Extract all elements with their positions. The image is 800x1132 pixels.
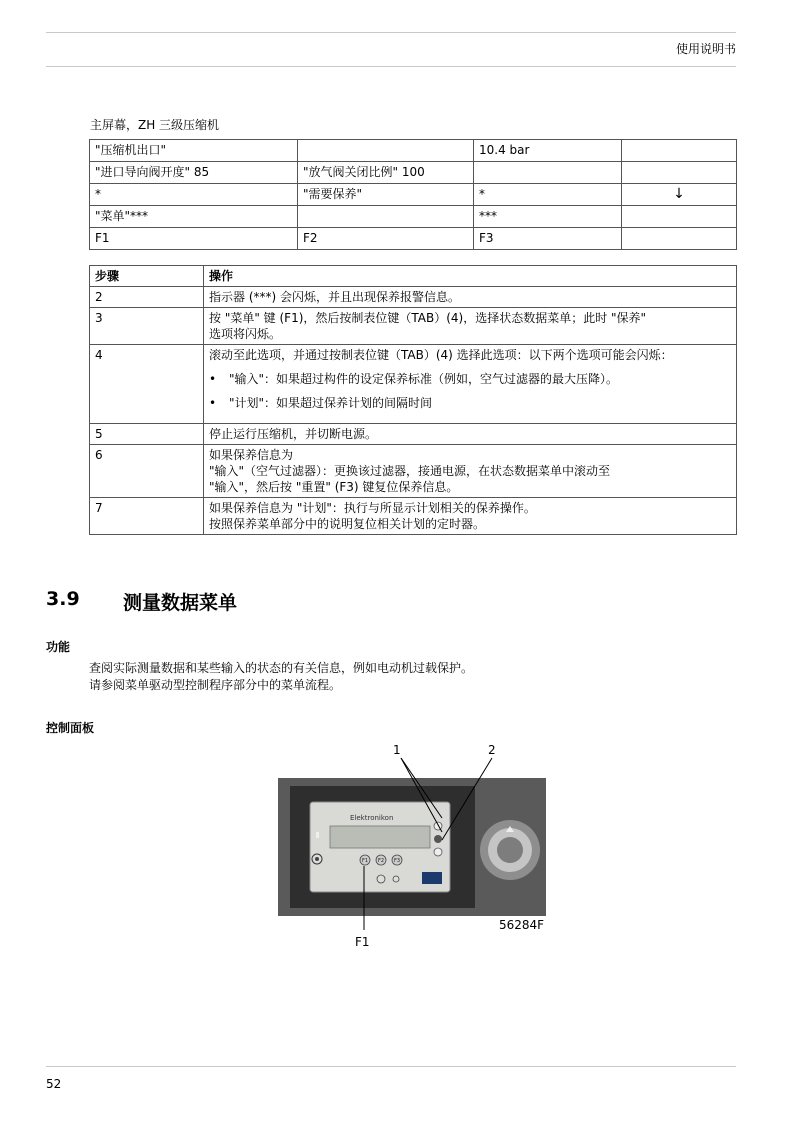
callout-2: 2 (488, 743, 496, 757)
table-cell: F2 (298, 228, 474, 250)
table-row (90, 140, 737, 162)
table-row (90, 162, 737, 184)
text-line: 按 "菜单" 键 (F1)，然后按制表位键（TAB）(4)，选择状态数据菜单；此时 "保养" (209, 311, 647, 325)
bullet-text: "输入"：如果超过构件的设定保养标准（例如，空气过滤器的最大压降）。 (229, 372, 619, 386)
section-number: 3.9 (46, 588, 80, 610)
screen-caption: 主屏幕，ZH 三级压缩机 (90, 118, 220, 132)
table-row (90, 345, 737, 424)
text-line: 查阅实际测量数据和某些输入的状态的有关信息，例如电动机过载保护。 (89, 661, 474, 675)
table-row (90, 206, 737, 228)
text-line: 请参阅菜单驱动型控制程序部分中的菜单流程。 (89, 678, 342, 692)
bullet-item (209, 371, 731, 387)
step-action (204, 345, 737, 424)
text-line: 按照保养菜单部分中的说明复位相关计划的定时器。 (209, 517, 486, 531)
column-header-step: 步骤 (90, 266, 204, 287)
function-paragraph (89, 660, 473, 694)
control-panel-figure (270, 740, 560, 960)
text-line: 如果保养信息为 (209, 448, 294, 462)
table-cell: 10.4 bar (474, 140, 622, 162)
figure-id: 56284F (499, 918, 545, 932)
function-heading: 功能 (46, 640, 71, 654)
table-header-row (90, 266, 737, 287)
bullet-icon: • (209, 396, 217, 410)
step-number: 2 (90, 287, 204, 308)
control-panel-heading: 控制面板 (46, 721, 95, 735)
step-number: 4 (90, 345, 204, 424)
table-cell (474, 162, 622, 184)
step-action: 停止运行压缩机，并切断电源。 (204, 424, 737, 445)
column-header-action: 操作 (204, 266, 737, 287)
header-rule-top (46, 32, 736, 33)
bullet-icon: • (209, 372, 217, 386)
step-action: 指示器 (***) 会闪烁，并且出现保养报警信息。 (204, 287, 737, 308)
table-cell: * (474, 184, 622, 206)
table-row (90, 287, 737, 308)
table-row (90, 445, 737, 498)
table-cell: F1 (90, 228, 298, 250)
table-cell: "菜单"*** (90, 206, 298, 228)
key-f1-label: F1 (362, 858, 369, 864)
text-line: 滚动至此选项，并通过按制表位键（TAB）(4) 选择此选项：以下两个选项可能会闪烁： (209, 348, 673, 362)
text-line: "输入"，然后按 "重置" (F3) 键复位保养信息。 (209, 480, 459, 494)
step-number: 7 (90, 498, 204, 535)
header-rule-bottom (46, 66, 736, 67)
callout-1: 1 (393, 743, 401, 757)
brand-label: Elektronikon (350, 814, 394, 822)
text-line: 选项将闪烁。 (209, 327, 282, 341)
table-row (90, 184, 737, 206)
bullet-item (209, 395, 731, 411)
steps-table (89, 265, 737, 535)
table-cell: "进口导向阀开度" 85 (90, 162, 298, 184)
text-line: "输入"（空气过滤器）：更换该过滤器，接通电源，在状态数据菜单中滚动至 (209, 464, 611, 478)
arrow-down-icon: ↓ (622, 184, 737, 206)
step-action (204, 308, 737, 345)
page-number: 52 (46, 1077, 62, 1091)
key-f3-label: F3 (394, 858, 401, 864)
callout-f1: F1 (355, 935, 370, 949)
table-cell: *** (474, 206, 622, 228)
step-number: 3 (90, 308, 204, 345)
step-action (204, 445, 737, 498)
bullet-text: "计划"：如果超过保养计划的间隔时间 (229, 396, 433, 410)
table-cell (622, 162, 737, 184)
table-row (90, 498, 737, 535)
table-cell: "放气阀关闭比例" 100 (298, 162, 474, 184)
table-row (90, 424, 737, 445)
table-cell (622, 228, 737, 250)
table-cell (622, 206, 737, 228)
key-f2-label: F2 (378, 858, 385, 864)
table-row (90, 228, 737, 250)
section-title: 测量数据菜单 (123, 592, 238, 614)
table-cell: "需要保养" (298, 184, 474, 206)
text-line: 如果保养信息为 "计划"：执行与所显示计划相关的保养操作。 (209, 501, 536, 515)
table-cell: * (90, 184, 298, 206)
table-cell: "压缩机出口" (90, 140, 298, 162)
step-number: 6 (90, 445, 204, 498)
table-cell: F3 (474, 228, 622, 250)
table-cell (622, 140, 737, 162)
document-title: 使用说明书 (675, 42, 736, 56)
table-row (90, 308, 737, 345)
main-screen-table (89, 139, 737, 250)
footer-rule (46, 1066, 736, 1067)
table-cell (298, 140, 474, 162)
table-cell (298, 206, 474, 228)
step-number: 5 (90, 424, 204, 445)
step-action (204, 498, 737, 535)
